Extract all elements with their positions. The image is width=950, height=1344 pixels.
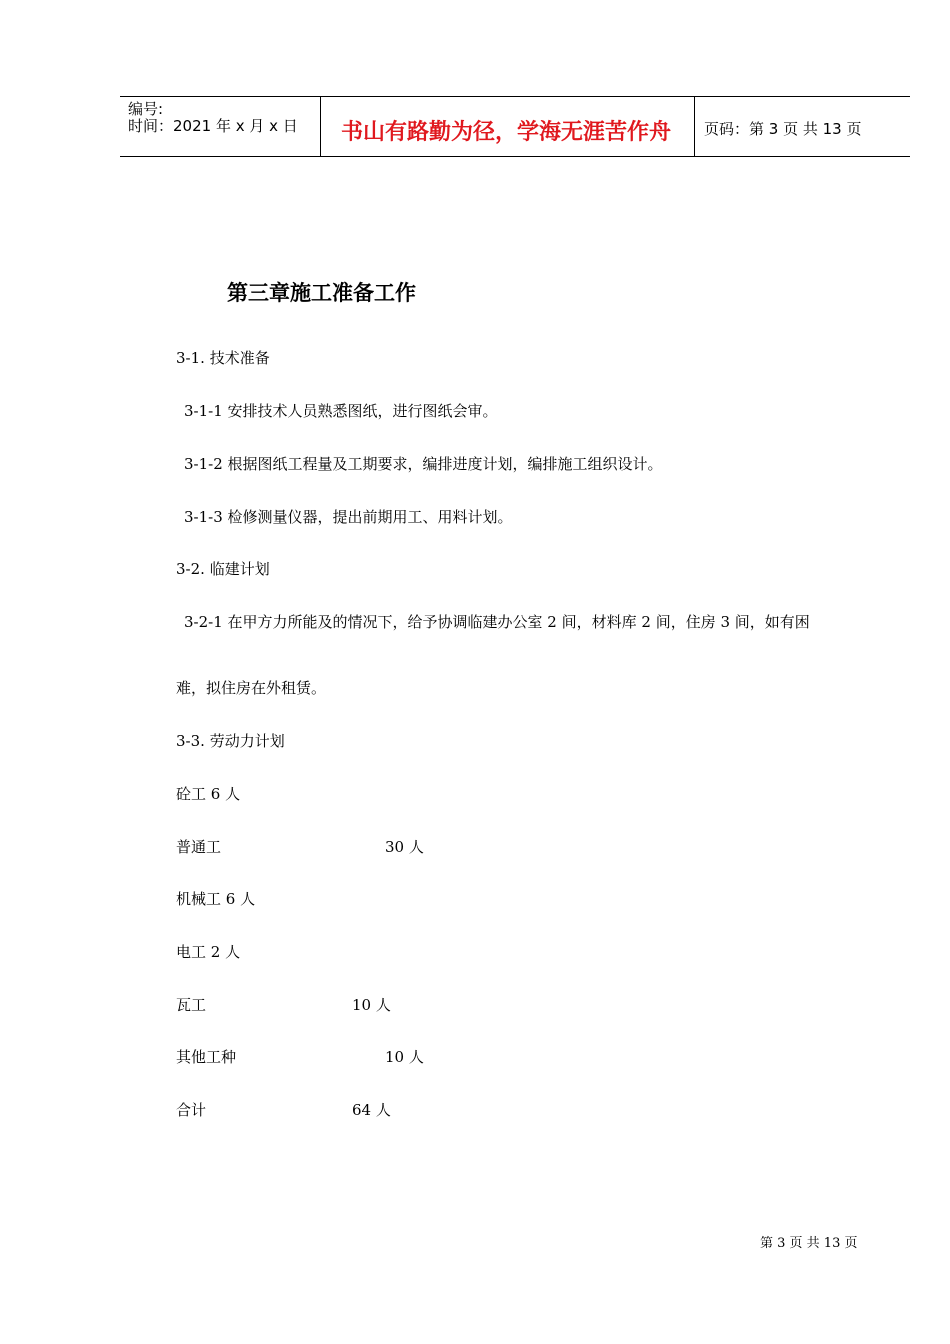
footer-page-info: 第 3 页 共 13 页 [760,1236,858,1251]
labor-role: 合计 [176,1101,207,1119]
page-header [120,96,910,157]
labor-count: 30 人 [385,838,424,856]
labor-count: 10 人 [385,1048,424,1066]
labor-role: 机械工 6 人 [176,890,256,908]
labor-role: 瓦工 [176,996,207,1014]
header-motto: 书山有路勤为径，学海无涯苦作舟 [341,120,672,145]
labor-role: 电工 2 人 [176,943,241,961]
section-heading: 3-2. 临建计划 [176,560,270,578]
code-label: 编号: [128,100,164,118]
header-page-cell [695,97,910,156]
header-meta-cell [120,97,321,156]
paragraph: 难，拟住房在外租赁。 [176,679,327,697]
labor-role: 普通工 [176,838,222,856]
labor-role: 其他工种 [176,1048,237,1066]
time-label: 时间：2021 年 x 月 x 日 [128,117,298,135]
paragraph: 3-1-3 检修测量仪器，提出前期用工、用料计划。 [184,508,513,526]
paragraph: 3-2-1 在甲方力所能及的情况下，给予协调临建办公室 2 间，材料库 2 间，住房 3 间，如有困 [184,613,810,631]
header-motto-cell [321,97,695,156]
labor-count: 10 人 [352,996,391,1014]
section-heading: 3-3. 劳动力计划 [176,732,285,750]
chapter-title: 第三章施工准备工作 [227,281,416,305]
section-heading: 3-1. 技术准备 [176,349,270,367]
paragraph: 3-1-1 安排技术人员熟悉图纸，进行图纸会审。 [184,402,498,420]
header-page-info: 页码：第 3 页 共 13 页 [704,120,862,138]
labor-count: 64 人 [352,1101,391,1119]
paragraph: 3-1-2 根据图纸工程量及工期要求，编排进度计划，编排施工组织设计。 [184,455,663,473]
labor-role: 砼工 6 人 [176,785,241,803]
